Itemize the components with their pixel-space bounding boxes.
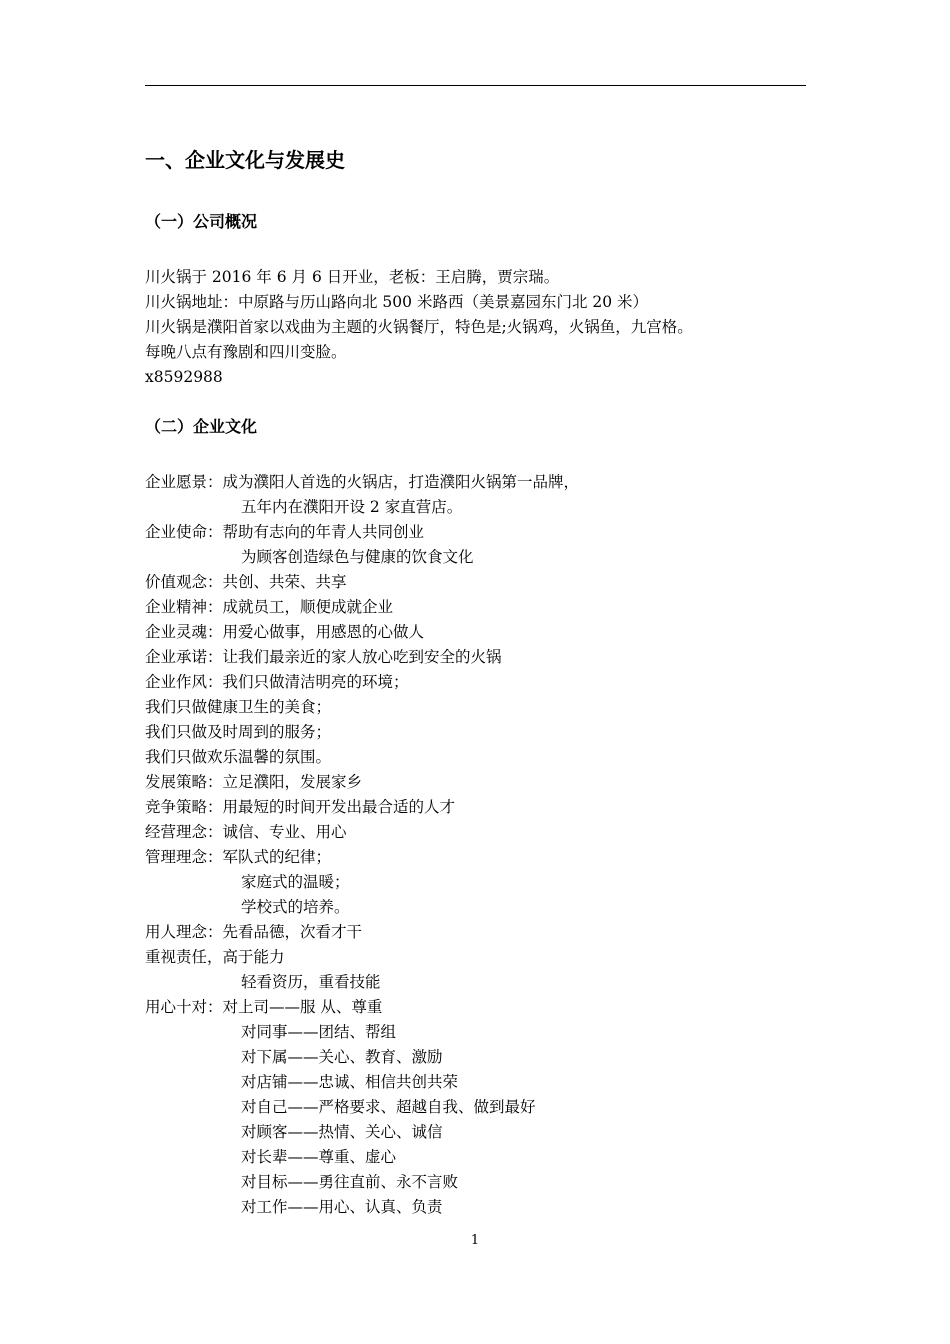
header-rule [145, 85, 806, 86]
section-company-overview-title: （一）公司概况 [145, 212, 258, 231]
culture-line: 对工作——用心、认真、负责 [241, 1198, 443, 1216]
company-overview-paragraph [145, 265, 825, 390]
culture-line: 用心十对：对上司——服 从、尊重 [145, 998, 383, 1016]
culture-line: 五年内在濮阳开设 2 家直营店。 [241, 498, 463, 516]
culture-line: 我们只做欢乐温馨的氛围。 [145, 748, 332, 766]
overview-line: 每晚八点有豫剧和四川变脸。 [145, 343, 347, 361]
culture-line: 对顾客——热情、关心、诚信 [241, 1123, 443, 1141]
culture-line: 对自己——严格要求、超越自我、做到最好 [241, 1098, 536, 1116]
enterprise-culture-list [145, 470, 825, 1220]
culture-line: 用人理念：先看品德，次看才干 [145, 923, 363, 941]
culture-line: 企业使命：帮助有志向的年青人共同创业 [145, 523, 425, 541]
culture-line: 为顾客创造绿色与健康的饮食文化 [241, 548, 474, 566]
overview-line: 川火锅于 2016 年 6 月 6 日开业，老板：王启腾，贾宗瑞。 [145, 268, 560, 286]
culture-line: 企业作风：我们只做清洁明亮的环境； [145, 673, 409, 691]
overview-line: x8592988 [145, 368, 223, 386]
culture-line: 家庭式的温暖； [241, 873, 350, 891]
culture-line: 企业承诺：让我们最亲近的家人放心吃到安全的火锅 [145, 648, 502, 666]
culture-line: 重视责任，高于能力 [145, 948, 285, 966]
culture-line: 企业愿景：成为濮阳人首选的火锅店，打造濮阳火锅第一品牌， [145, 473, 580, 491]
culture-line: 价值观念：共创、共荣、共享 [145, 573, 347, 591]
culture-line: 对店铺——忠诚、相信共创共荣 [241, 1073, 459, 1091]
culture-line: 企业精神：成就员工，顺便成就企业 [145, 598, 394, 616]
section-enterprise-culture-title: （二）企业文化 [145, 417, 258, 436]
overview-line: 川火锅地址：中原路与历山路向北 500 米路西（美景嘉园东门北 20 米） [145, 293, 649, 311]
culture-line: 发展策略：立足濮阳，发展家乡 [145, 773, 363, 791]
heading-enterprise-culture: 一、企业文化与发展史 [145, 148, 345, 172]
culture-line: 对目标——勇往直前、永不言败 [241, 1173, 459, 1191]
culture-line: 对同事——团结、帮组 [241, 1023, 397, 1041]
culture-line: 我们只做及时周到的服务； [145, 723, 332, 741]
page-number: 1 [470, 1233, 480, 1248]
culture-line: 经营理念：诚信、专业、用心 [145, 823, 347, 841]
culture-line: 轻看资历，重看技能 [241, 973, 381, 991]
culture-line: 竞争策略：用最短的时间开发出最合适的人才 [145, 798, 456, 816]
culture-line: 管理理念：军队式的纪律； [145, 848, 332, 866]
culture-line: 对下属——关心、教育、激励 [241, 1048, 443, 1066]
culture-line: 企业灵魂：用爱心做事，用感恩的心做人 [145, 623, 425, 641]
culture-line: 对长辈——尊重、虚心 [241, 1148, 397, 1166]
culture-line: 我们只做健康卫生的美食； [145, 698, 332, 716]
culture-line: 学校式的培养。 [241, 898, 350, 916]
overview-line: 川火锅是濮阳首家以戏曲为主题的火锅餐厅，特色是;火锅鸡，火锅鱼，九宫格。 [145, 318, 693, 336]
